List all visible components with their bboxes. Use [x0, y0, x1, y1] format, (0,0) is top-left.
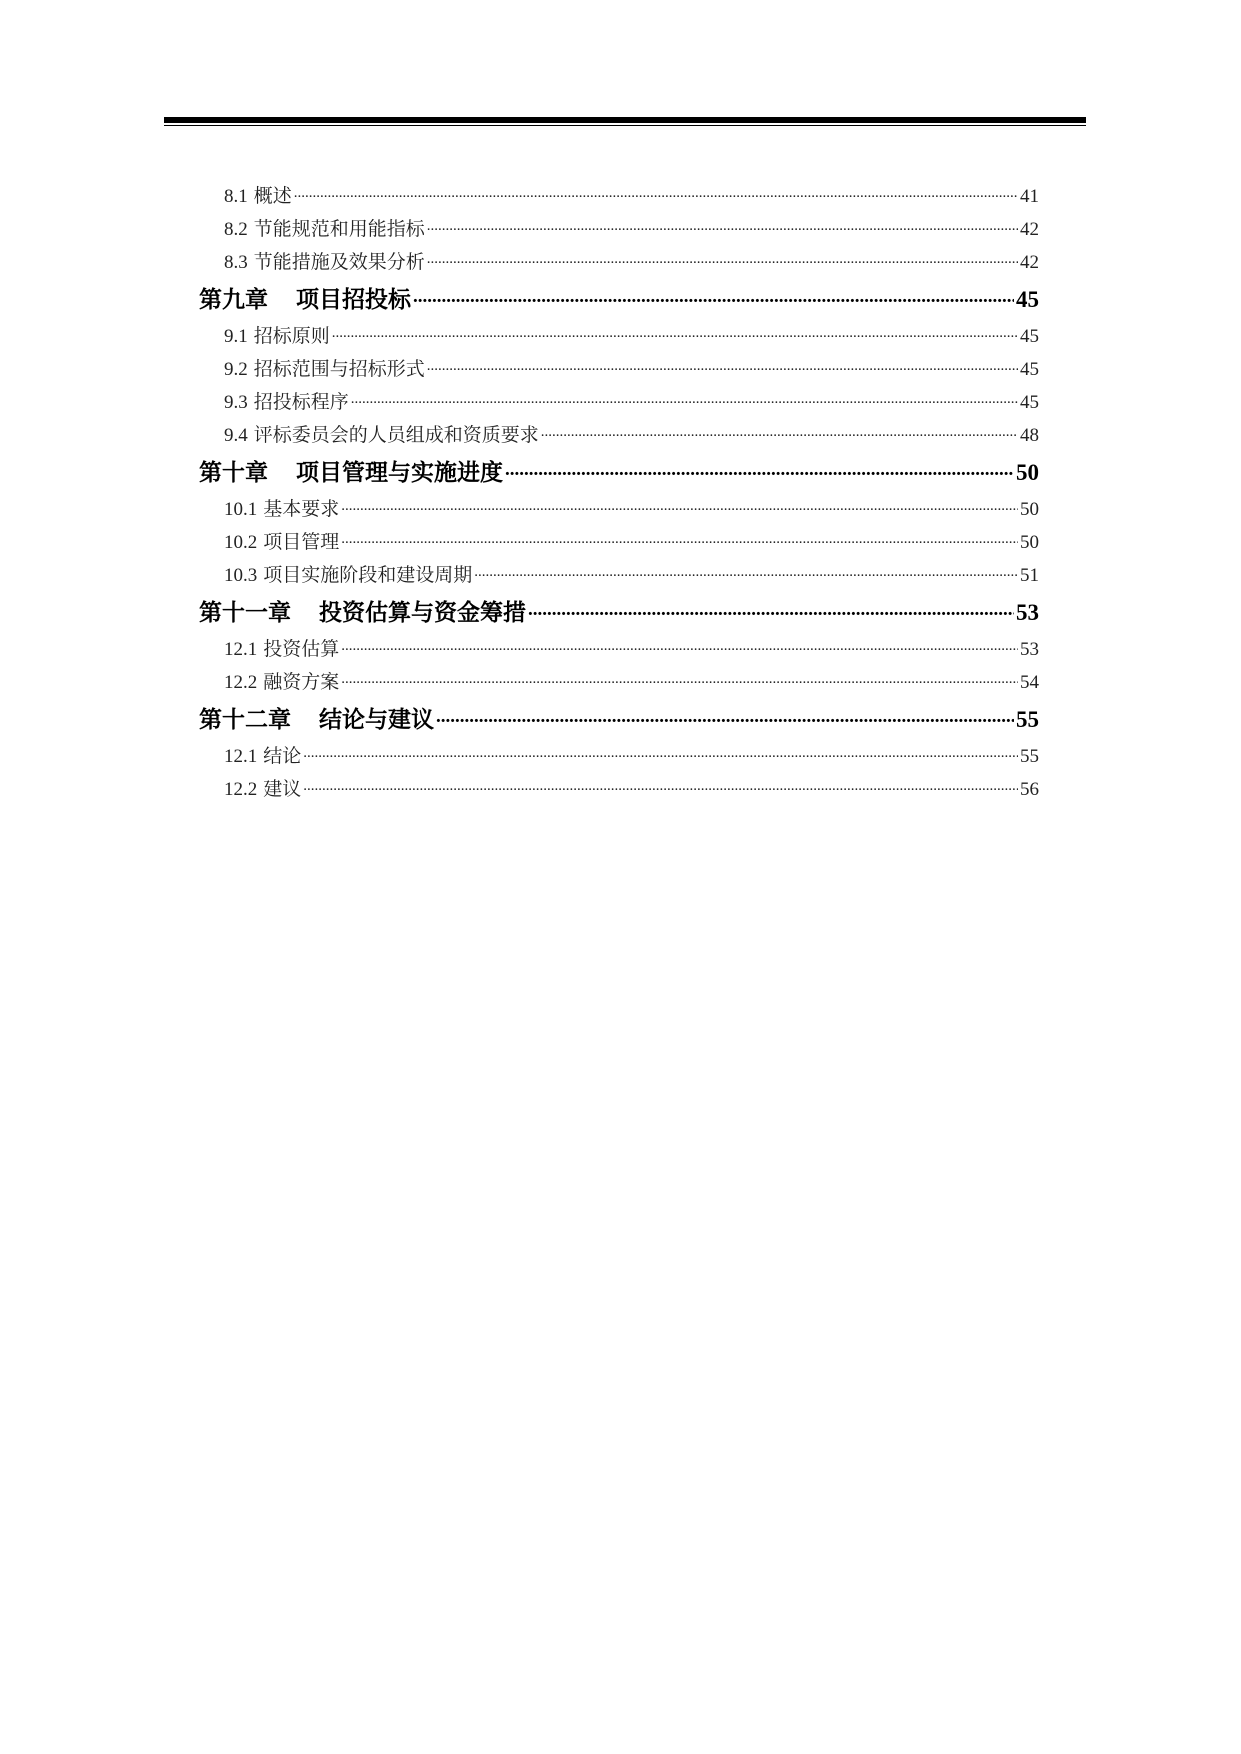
toc-entry-9-1[interactable] [199, 320, 1039, 353]
toc-entry-title: 节能措施及效果分析 [253, 252, 425, 273]
toc-entry-page: 53 [1020, 639, 1039, 660]
toc-chapter-12[interactable] [199, 699, 1039, 740]
table-of-contents [199, 180, 1039, 806]
toc-entry-number: 9.4 [224, 425, 248, 446]
toc-entry-number: 10.3 [224, 565, 258, 586]
toc-entry-title: 结论 [263, 746, 302, 767]
toc-entry-page: 48 [1020, 425, 1039, 446]
toc-leader-dots [341, 529, 1018, 548]
toc-entry-page: 45 [1020, 326, 1039, 347]
toc-entry-number: 12.2 [224, 779, 258, 800]
toc-entry-title: 招投标程序 [253, 392, 349, 413]
toc-entry-8-3[interactable] [199, 246, 1039, 279]
toc-chapter-page: 55 [1016, 707, 1039, 732]
header-rule-thin [164, 125, 1086, 126]
toc-entry-9-3[interactable] [199, 386, 1039, 419]
toc-leader-dots [474, 562, 1018, 581]
toc-entry-title: 基本要求 [263, 499, 340, 520]
toc-entry-title: 投资估算 [263, 639, 340, 660]
toc-entry-page: 50 [1020, 532, 1039, 553]
toc-chapter-number: 第十一章 [199, 600, 291, 625]
toc-chapter-10[interactable] [199, 452, 1039, 493]
toc-leader-dots [427, 356, 1018, 375]
toc-entry-number: 8.3 [224, 252, 248, 273]
toc-entry-8-1[interactable] [199, 180, 1039, 213]
header-rule-thick [164, 117, 1086, 123]
toc-entry-title: 评标委员会的人员组成和资质要求 [253, 425, 539, 446]
toc-entry-page: 45 [1020, 392, 1039, 413]
toc-entry-8-2[interactable] [199, 213, 1039, 246]
toc-leader-dots [528, 597, 1014, 620]
toc-chapter-page: 50 [1016, 460, 1039, 485]
toc-entry-12-1-conclusion[interactable] [199, 740, 1039, 773]
toc-leader-dots [541, 422, 1018, 441]
toc-entry-title: 建议 [263, 779, 302, 800]
toc-chapter-title: 投资估算与资金筹措 [319, 600, 526, 625]
toc-chapter-number: 第九章 [199, 287, 268, 312]
toc-leader-dots [341, 669, 1018, 688]
toc-entry-number: 8.2 [224, 219, 248, 240]
toc-entry-title: 节能规范和用能指标 [253, 219, 425, 240]
toc-chapter-page: 53 [1016, 600, 1039, 625]
toc-entry-number: 10.1 [224, 499, 258, 520]
toc-entry-10-1[interactable] [199, 493, 1039, 526]
toc-leader-dots [413, 284, 1014, 307]
toc-entry-page: 50 [1020, 499, 1039, 520]
toc-leader-dots [303, 743, 1018, 762]
toc-chapter-number: 第十二章 [199, 707, 291, 732]
toc-entry-page: 51 [1020, 565, 1039, 586]
toc-entry-title: 融资方案 [263, 672, 340, 693]
toc-leader-dots [427, 249, 1018, 268]
toc-entry-title: 概述 [253, 186, 292, 207]
toc-entry-title: 招标范围与招标形式 [253, 359, 425, 380]
toc-entry-10-2[interactable] [199, 526, 1039, 559]
toc-chapter-title: 项目管理与实施进度 [296, 460, 503, 485]
toc-chapter-9[interactable] [199, 279, 1039, 320]
toc-chapter-page: 45 [1016, 287, 1039, 312]
toc-entry-number: 12.2 [224, 672, 258, 693]
toc-entry-number: 9.2 [224, 359, 248, 380]
toc-entry-page: 45 [1020, 359, 1039, 380]
toc-entry-number: 8.1 [224, 186, 248, 207]
toc-entry-number: 10.2 [224, 532, 258, 553]
toc-entry-number: 9.1 [224, 326, 248, 347]
toc-entry-number: 9.3 [224, 392, 248, 413]
toc-entry-9-2[interactable] [199, 353, 1039, 386]
toc-entry-12-2-financing[interactable] [199, 666, 1039, 699]
toc-entry-page: 55 [1020, 746, 1039, 767]
toc-leader-dots [303, 776, 1018, 795]
toc-entry-page: 54 [1020, 672, 1039, 693]
toc-entry-9-4[interactable] [199, 419, 1039, 452]
toc-chapter-title: 项目招投标 [296, 287, 411, 312]
toc-entry-12-1-investment[interactable] [199, 633, 1039, 666]
toc-entry-number: 12.1 [224, 746, 258, 767]
toc-entry-title: 招标原则 [253, 326, 330, 347]
toc-leader-dots [332, 323, 1018, 342]
toc-leader-dots [427, 216, 1018, 235]
toc-leader-dots [505, 457, 1014, 480]
toc-leader-dots [341, 496, 1018, 515]
toc-leader-dots [294, 183, 1018, 202]
toc-leader-dots [341, 636, 1018, 655]
toc-entry-12-2-suggestion[interactable] [199, 773, 1039, 806]
toc-entry-page: 41 [1020, 186, 1039, 207]
toc-entry-page: 42 [1020, 252, 1039, 273]
toc-entry-title: 项目管理 [263, 532, 340, 553]
toc-leader-dots [436, 704, 1014, 727]
toc-entry-page: 42 [1020, 219, 1039, 240]
toc-chapter-11[interactable] [199, 592, 1039, 633]
toc-chapter-title: 结论与建议 [319, 707, 434, 732]
toc-entry-number: 12.1 [224, 639, 258, 660]
toc-leader-dots [351, 389, 1018, 408]
toc-entry-title: 项目实施阶段和建设周期 [263, 565, 473, 586]
toc-entry-10-3[interactable] [199, 559, 1039, 592]
toc-entry-page: 56 [1020, 779, 1039, 800]
toc-chapter-number: 第十章 [199, 460, 268, 485]
